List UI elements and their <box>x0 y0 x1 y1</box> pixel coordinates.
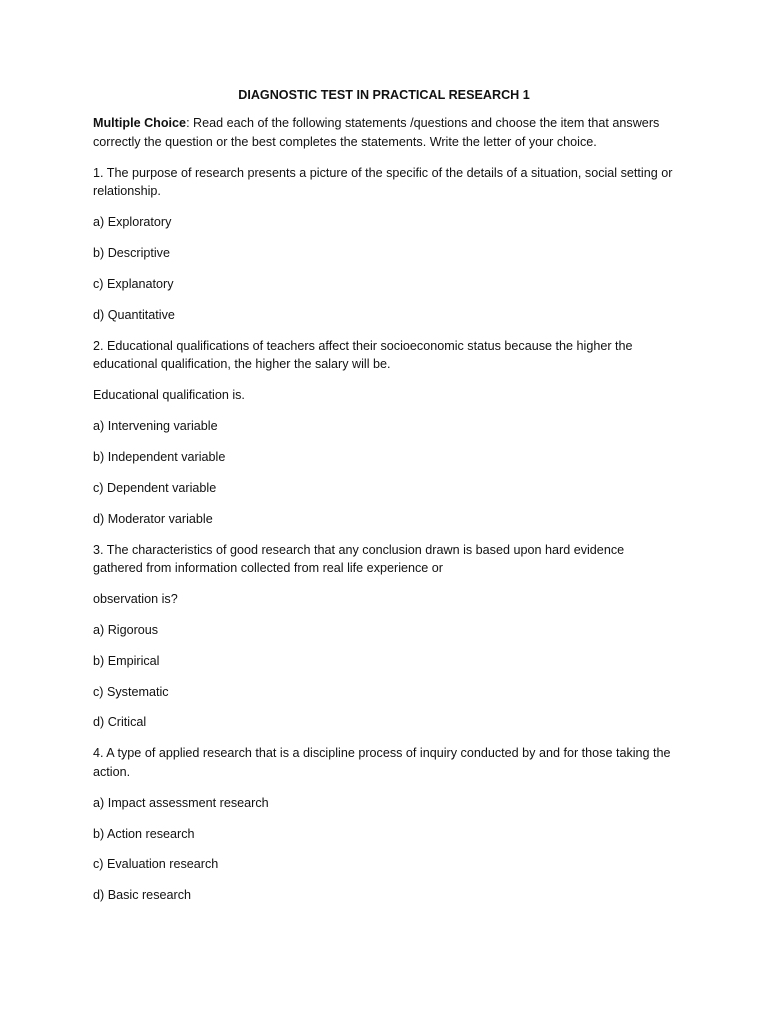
answer-options <box>93 213 675 324</box>
answer-options <box>93 794 675 905</box>
answer-option: a) Impact assessment research <box>93 795 269 810</box>
question-text: 4. A type of applied research that is a discipline process of inquiry conducted by and for those taking the action. <box>93 746 671 779</box>
question-1 <box>93 164 675 324</box>
answer-option: b) Action research <box>93 826 195 841</box>
question-text: 2. Educational qualifications of teachers affect their socioeconomic status because the higher the educational qualification, the higher the salary will be. <box>93 338 633 372</box>
question-prompt: observation is? <box>93 591 178 606</box>
answer-option: b) Independent variable <box>93 449 226 464</box>
question-3 <box>93 541 675 732</box>
answer-option: a) Intervening variable <box>93 418 218 433</box>
instructions-text: : Read each of the following statements /questions and choose the item that answers correctly the question or the best completes the statements. Write the letter of your choice. <box>93 116 660 149</box>
question-2 <box>93 337 675 528</box>
answer-option: d) Critical <box>93 715 147 730</box>
answer-option: b) Empirical <box>93 653 160 668</box>
question-text: 3. The characteristics of good research that any conclusion drawn is based upon hard evidence gathered from information collected from real life experience or <box>93 542 625 575</box>
answer-option: a) Exploratory <box>93 215 172 230</box>
question-text: 1. The purpose of research presents a picture of the specific of the details of a situation, social setting or relationship. <box>93 165 673 199</box>
answer-option: a) Rigorous <box>93 622 159 637</box>
answer-options <box>93 417 675 528</box>
question-prompt: Educational qualification is. <box>93 387 245 402</box>
answer-option: d) Quantitative <box>93 307 175 322</box>
answer-option: d) Moderator variable <box>93 511 213 526</box>
document-title: DIAGNOSTIC TEST IN PRACTICAL RESEARCH 1 <box>238 88 530 102</box>
answer-option: d) Basic research <box>93 888 191 903</box>
instructions <box>93 114 675 151</box>
answer-option: c) Explanatory <box>93 276 174 291</box>
answer-option: c) Evaluation research <box>93 857 219 872</box>
answer-option: c) Systematic <box>93 684 169 699</box>
answer-option: b) Descriptive <box>93 245 170 260</box>
question-4 <box>93 744 675 904</box>
answer-options <box>93 621 675 732</box>
answer-option: c) Dependent variable <box>93 480 217 495</box>
instructions-label: Multiple Choice <box>93 116 187 131</box>
